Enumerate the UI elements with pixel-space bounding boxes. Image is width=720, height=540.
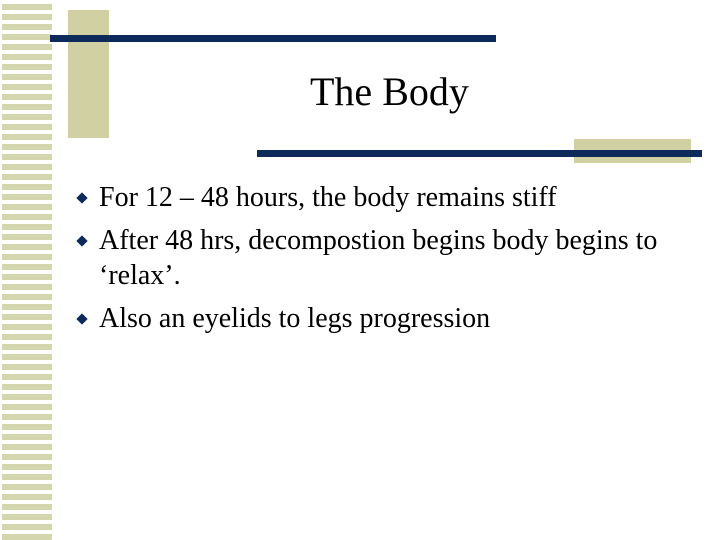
bullet-item <box>76 223 676 293</box>
bullet-list <box>76 180 676 344</box>
decorative-title-rule-bottom <box>257 150 702 157</box>
bullet-text: Also an eyelids to legs progression <box>99 303 491 334</box>
bullet-text: After 48 hrs, decompostion begins body begins to ‘relax’. <box>99 225 658 291</box>
decorative-olive-block-top <box>68 10 109 138</box>
bullet-item <box>76 180 676 215</box>
diamond-bullet-icon <box>76 313 87 324</box>
slide-title: The Body <box>310 69 469 114</box>
bullet-item <box>76 301 676 336</box>
decorative-title-rule-top <box>50 35 496 42</box>
bullet-text: For 12 – 48 hours, the body remains stiff <box>99 182 557 213</box>
decorative-striped-sidebar <box>0 0 52 540</box>
diamond-bullet-icon <box>76 235 87 246</box>
diamond-bullet-icon <box>76 192 87 203</box>
